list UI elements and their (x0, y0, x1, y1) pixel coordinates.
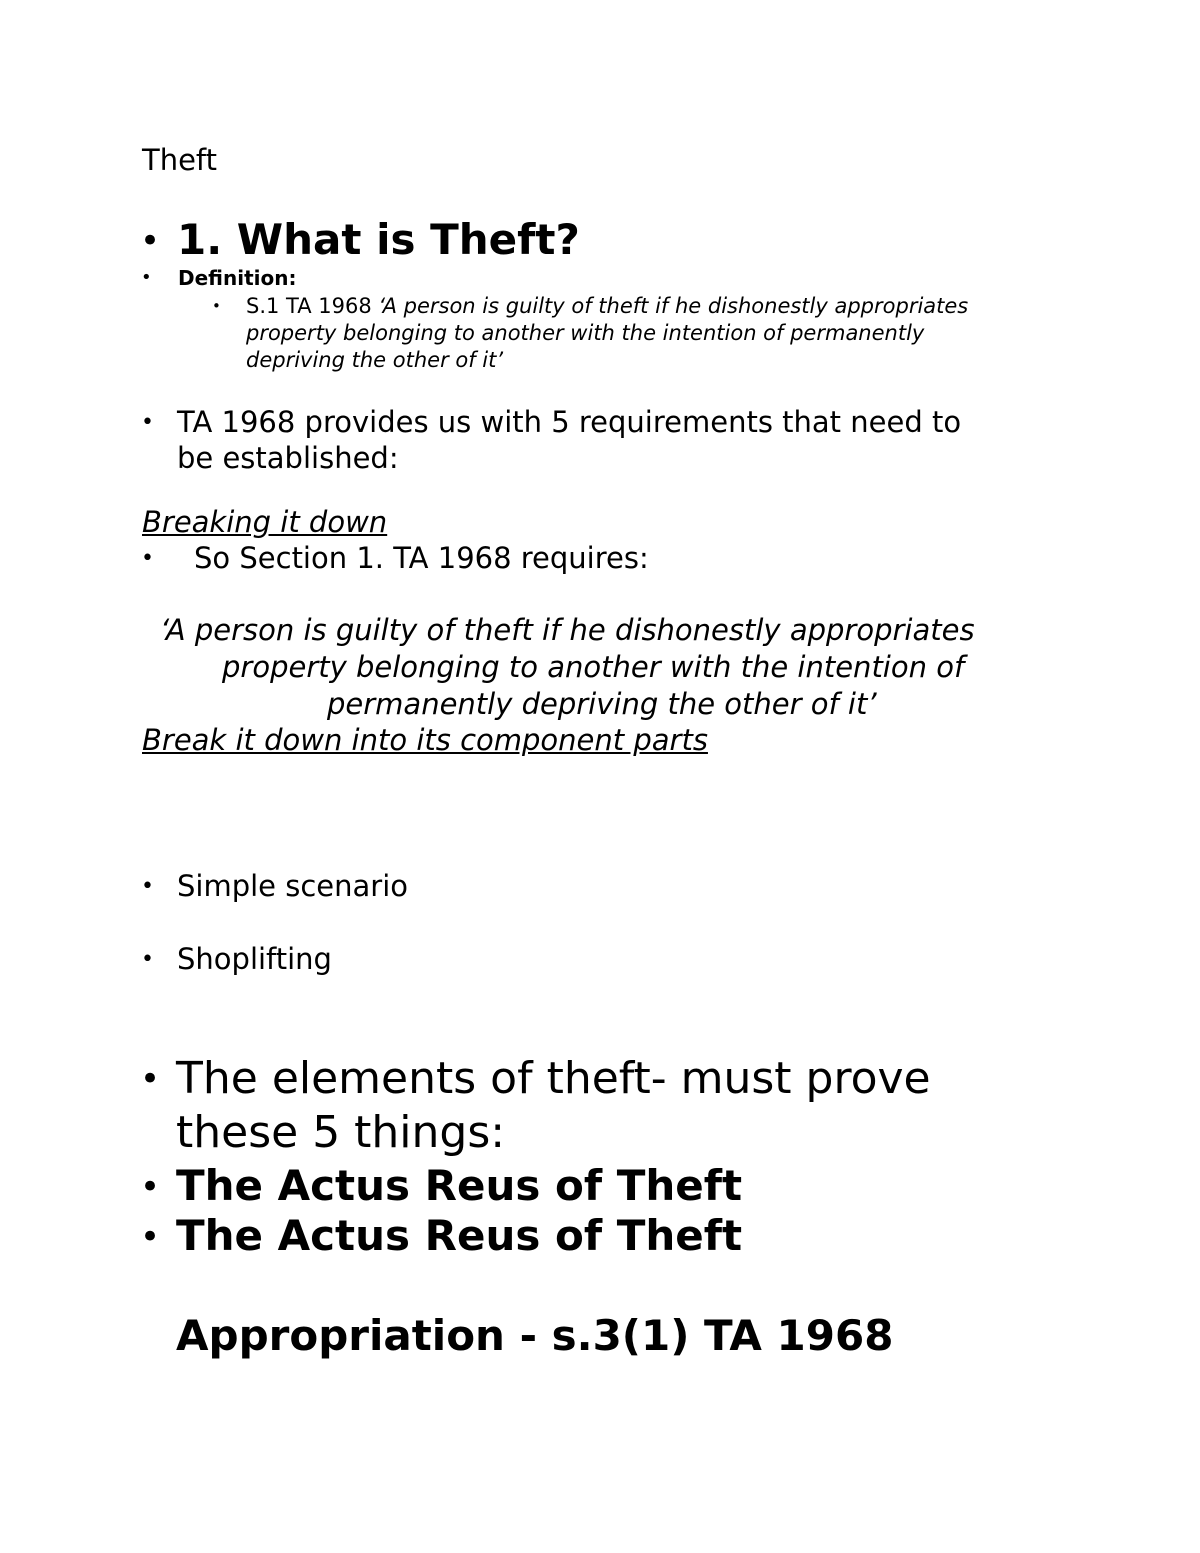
bullet: • (140, 1167, 161, 1207)
elements-line-2: these 5 things: (176, 1107, 506, 1158)
shoplifting: Shoplifting (177, 942, 332, 976)
bullet: • (140, 1059, 161, 1099)
quote-line-2: property belonging to another with the intention of (222, 650, 965, 684)
bullet: • (141, 546, 154, 571)
definition-text (246, 293, 968, 320)
simple-scenario: Simple scenario (177, 869, 409, 903)
doc-title: Theft (142, 143, 218, 177)
bullet: • (140, 1217, 161, 1257)
requirements-line-2: be established: (177, 441, 399, 475)
definition-quote-line-3: depriving the other of it’ (246, 348, 504, 372)
requirements-line-1: TA 1968 provides us with 5 requirements that need to (177, 405, 962, 439)
bullet: • (140, 221, 161, 261)
breaking-it-down-heading: Breaking it down (142, 505, 388, 539)
definition-label: Definition: (178, 266, 297, 290)
component-parts-heading: Break it down into its component parts (142, 723, 708, 757)
bullet: • (212, 297, 221, 315)
definition-prefix: S.1 TA 1968 (246, 294, 379, 318)
bullet: • (141, 874, 154, 899)
elements-line-1: The elements of theft- must prove (176, 1053, 931, 1104)
appropriation-heading: Appropriation - s.3(1) TA 1968 (176, 1311, 894, 1360)
quote-line-1: ‘A person is guilty of theft if he dishonestly appropriates (160, 613, 975, 647)
section-requires: So Section 1. TA 1968 requires: (194, 541, 649, 575)
bullet: • (141, 410, 154, 435)
definition-quote-line-2: property belonging to another with the intention of permanently (246, 321, 925, 345)
quote-line-3: permanently depriving the other of it’ (327, 687, 877, 721)
bullet: • (141, 267, 152, 288)
actus-reus-heading-1: The Actus Reus of Theft (176, 1161, 743, 1210)
definition-quote-line-1: ‘A person is guilty of theft if he dishonestly appropriates (378, 294, 969, 318)
section-heading: 1. What is Theft? (177, 215, 580, 264)
bullet: • (141, 947, 154, 972)
actus-reus-heading-2: The Actus Reus of Theft (176, 1211, 743, 1260)
